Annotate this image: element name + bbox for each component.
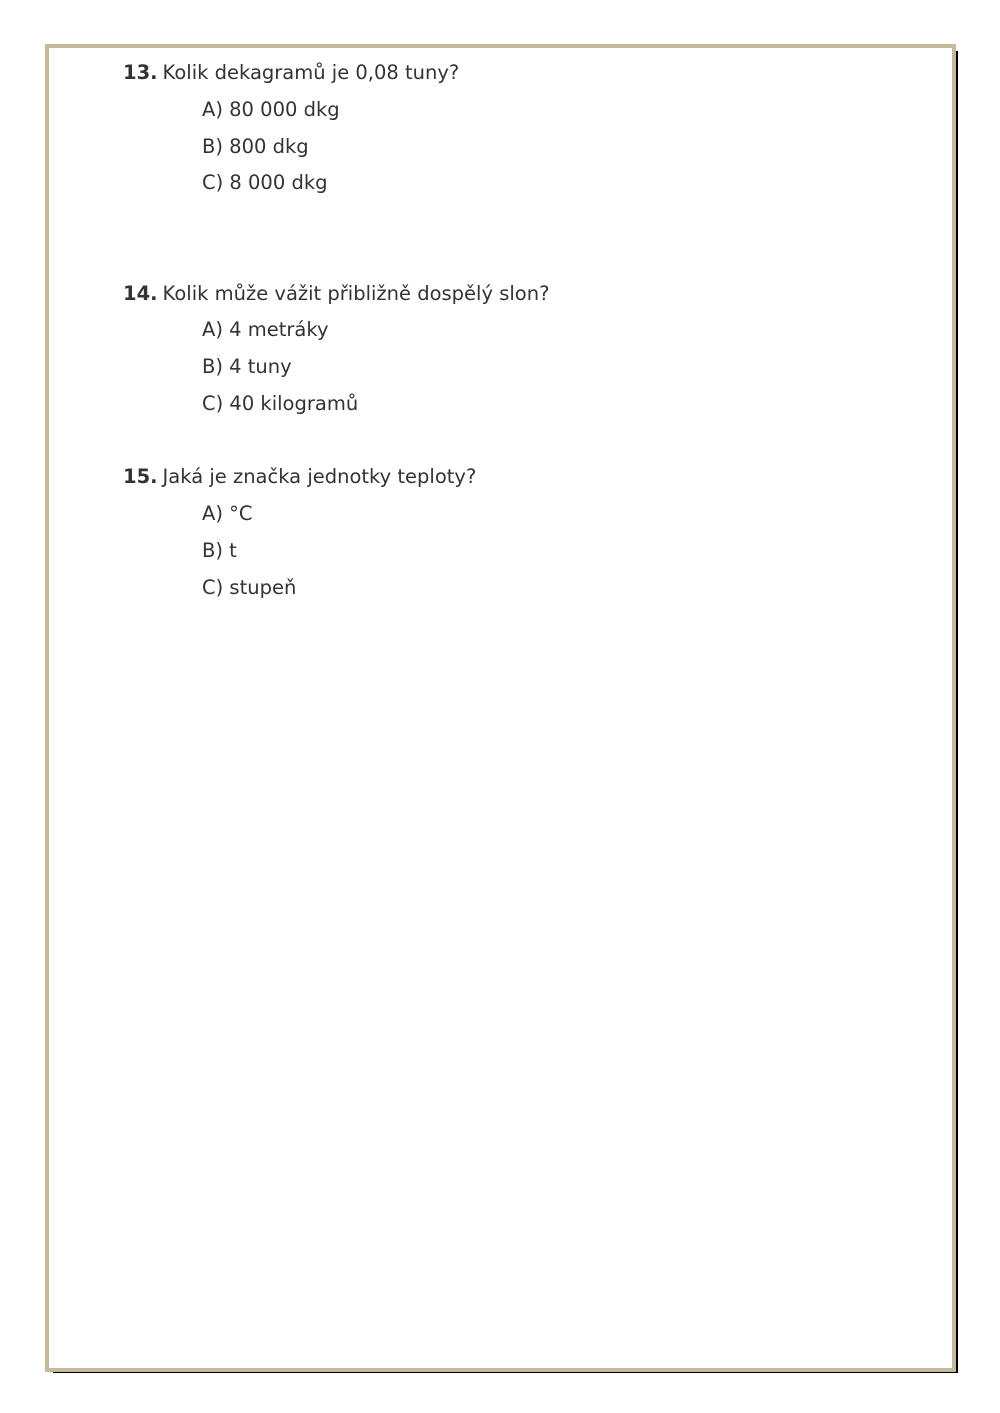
q15-option-a[interactable]: A) °C (202, 502, 253, 525)
question-15 (123, 465, 476, 489)
q14-option-b[interactable]: B) 4 tuny (202, 355, 292, 378)
q14-option-a[interactable]: A) 4 metráky (202, 318, 329, 341)
question-13 (123, 61, 459, 85)
q15-option-c[interactable]: C) stupeň (202, 576, 297, 599)
q13-option-a[interactable]: A) 80 000 dkg (202, 98, 340, 121)
question-14 (123, 282, 549, 306)
q13-option-c[interactable]: C) 8 000 dkg (202, 171, 328, 194)
question-text: Kolik dekagramů je 0,08 tuny? (162, 61, 460, 84)
q14-option-c[interactable]: C) 40 kilogramů (202, 392, 359, 415)
question-number: 14. (123, 282, 158, 305)
worksheet-page (45, 44, 956, 1372)
question-number: 15. (123, 465, 158, 488)
question-text: Kolik může vážit přibližně dospělý slon? (162, 282, 550, 305)
q13-option-b[interactable]: B) 800 dkg (202, 135, 309, 158)
question-number: 13. (123, 61, 158, 84)
question-text: Jaká je značka jednotky teploty? (162, 465, 477, 488)
q15-option-b[interactable]: B) t (202, 539, 237, 562)
